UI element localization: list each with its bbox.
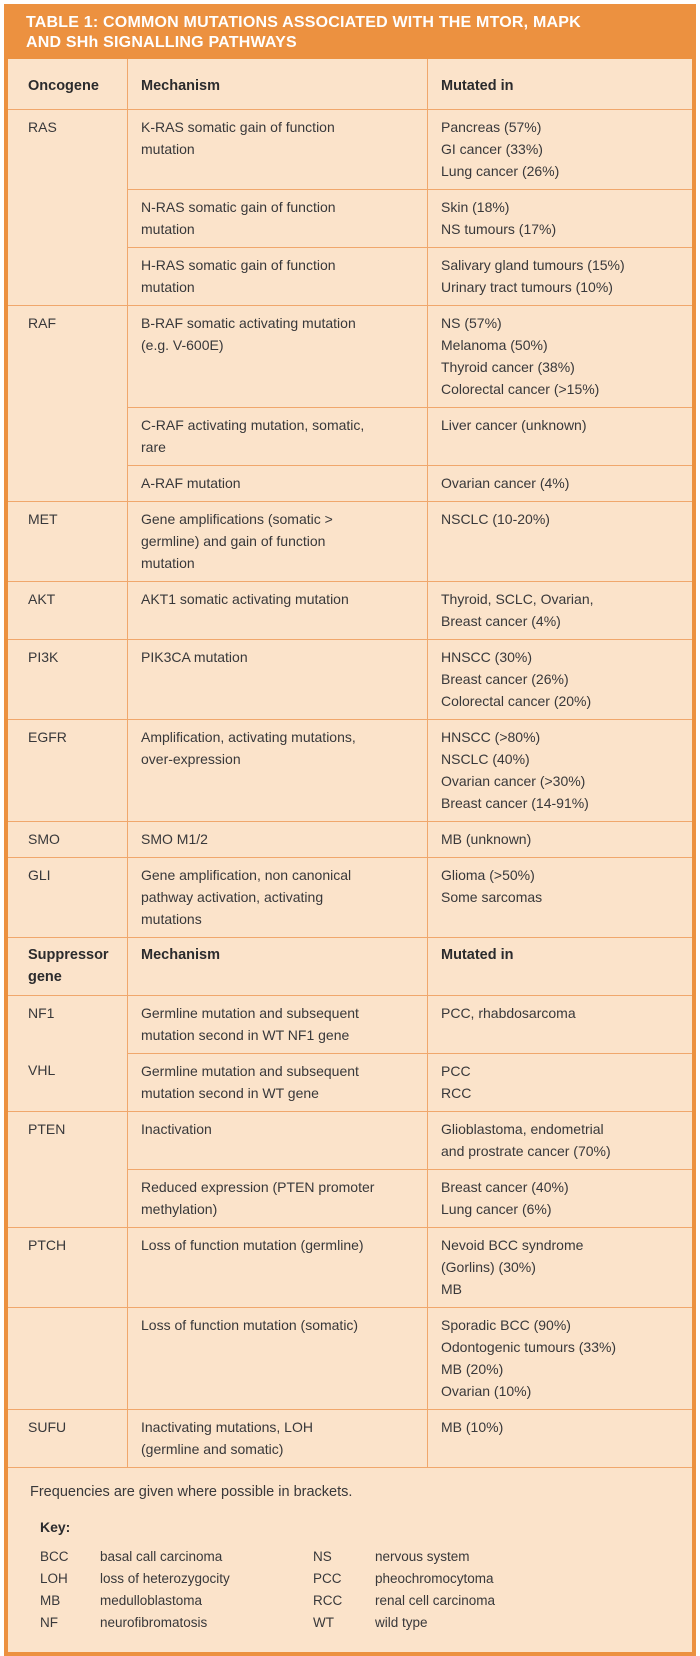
mutated-in-line: Skin (18%)	[441, 199, 510, 215]
mutated-in-cell	[428, 110, 692, 189]
mechanism-line: C-RAF activating mutation, somatic,	[141, 417, 365, 433]
mechanism-cell	[128, 720, 428, 821]
row-group	[8, 639, 692, 719]
gene-cell	[8, 1112, 128, 1169]
mutated-in-cell	[428, 858, 692, 937]
row-group	[8, 1111, 692, 1227]
key-definition: basal call carcinoma	[100, 1549, 223, 1564]
mutated-in-line: MB (unknown)	[441, 831, 532, 847]
mechanism-line: pathway activation, activating	[141, 889, 324, 905]
gene-cell	[8, 1410, 128, 1467]
mutated-in-cell	[428, 1112, 692, 1169]
mechanism-cell	[128, 858, 428, 937]
mechanism-line: (e.g. V-600E)	[141, 337, 224, 353]
mutated-in-cell	[428, 465, 692, 501]
mechanism-line: Reduced expression (PTEN promoter	[141, 1179, 375, 1195]
gene-label: SMO	[28, 831, 60, 847]
mutated-in-line: Breast cancer (26%)	[441, 671, 569, 687]
row-group	[8, 1227, 692, 1307]
mechanism-line: Loss of function mutation (somatic)	[141, 1317, 359, 1333]
key-grid	[40, 1546, 672, 1634]
mechanism-line: Gene amplifications (somatic >	[141, 511, 333, 527]
mechanism-line: mutation	[141, 555, 195, 571]
mechanism-line: mutation second in WT gene	[141, 1085, 319, 1101]
row-group	[8, 821, 692, 857]
table-row	[8, 1053, 692, 1111]
gene-column-header: Oncogene	[8, 59, 128, 109]
mechanism-cell	[128, 996, 428, 1053]
mutated-in-line: and prostrate cancer (70%)	[441, 1143, 611, 1159]
mutated-in-line: PCC, rhabdosarcoma	[441, 1005, 576, 1021]
mutated-in-line: Liver cancer (unknown)	[441, 417, 587, 433]
table-footer	[8, 1467, 692, 1652]
mechanism-line: N-RAS somatic gain of function	[141, 199, 336, 215]
key-definition: wild type	[375, 1615, 428, 1630]
mechanism-line: (germline and somatic)	[141, 1441, 284, 1457]
mechanism-column-header: Mechanism	[128, 59, 428, 109]
mutated-in-line: Lung cancer (26%)	[441, 163, 560, 179]
mechanism-line: Germline mutation and subsequent	[141, 1005, 359, 1021]
mutated-in-cell	[428, 1169, 692, 1227]
row-group	[8, 581, 692, 639]
table-row	[8, 407, 692, 465]
gene-cell	[8, 502, 128, 581]
gene-cell	[8, 996, 128, 1053]
table-row	[8, 1169, 692, 1227]
mutated-in-line: GI cancer (33%)	[441, 141, 543, 157]
frequencies-note: Frequencies are given where possible in brackets.	[30, 1484, 353, 1500]
mechanism-cell	[128, 306, 428, 407]
gene-label: MET	[28, 511, 58, 527]
key-abbr: NS	[313, 1549, 332, 1564]
mechanism-line: PIK3CA mutation	[141, 649, 248, 665]
header-row	[8, 59, 692, 109]
mechanism-line: methylation)	[141, 1201, 218, 1217]
table-row	[8, 110, 692, 189]
key-definition: medulloblastoma	[100, 1593, 203, 1608]
mutated-in-cell	[428, 189, 692, 247]
mechanism-cell	[128, 502, 428, 581]
mutated-in-line: Breast cancer (14-91%)	[441, 795, 589, 811]
mutated-in-column-header: Mutated in	[441, 947, 514, 963]
mechanism-line: over-expression	[141, 751, 241, 767]
table-row	[8, 582, 692, 639]
mutated-in-cell	[428, 407, 692, 465]
row-group	[8, 305, 692, 501]
mechanism-line: mutation	[141, 141, 195, 157]
mechanism-line: Gene amplification, non canonical	[141, 867, 352, 883]
mutated-in-line: MB	[441, 1281, 462, 1297]
mutated-in-line: Pancreas (57%)	[441, 119, 542, 135]
gene-cell	[8, 247, 128, 305]
table-section	[8, 59, 692, 937]
mechanism-cell	[128, 1053, 428, 1111]
mechanism-cell	[128, 465, 428, 501]
key-block	[40, 1517, 672, 1634]
gene-label: SUFU	[28, 1419, 67, 1435]
mechanism-line: Inactivating mutations, LOH	[141, 1419, 313, 1435]
gene-label: VHL	[28, 1062, 56, 1078]
gene-cell	[8, 1169, 128, 1227]
mechanism-line: mutations	[141, 911, 202, 927]
mechanism-line: B-RAF somatic activating mutation	[141, 315, 356, 331]
header-row	[8, 937, 692, 995]
mechanism-line: SMO M1/2	[141, 831, 208, 847]
mutated-in-cell	[428, 306, 692, 407]
gene-cell	[8, 822, 128, 857]
mutated-in-line: Ovarian cancer (>30%)	[441, 773, 586, 789]
gene-label: PTEN	[28, 1121, 66, 1137]
mutated-in-line: Glioblastoma, endometrial	[441, 1121, 604, 1137]
key-abbr: LOH	[40, 1571, 68, 1586]
gene-cell	[8, 465, 128, 501]
gene-label: PTCH	[28, 1237, 67, 1253]
mutated-in-line: NSCLC (10-20%)	[441, 511, 550, 527]
mutated-in-line: (Gorlins) (30%)	[441, 1259, 536, 1275]
table-row	[8, 1308, 692, 1409]
gene-label: RAS	[28, 119, 57, 135]
key-abbr: RCC	[313, 1593, 343, 1608]
mechanism-cell	[128, 407, 428, 465]
table-title-line-2: AND SHh SIGNALLING PATHWAYS	[26, 34, 297, 51]
mutated-in-cell	[428, 582, 692, 639]
mutated-in-line: RCC	[441, 1085, 472, 1101]
mechanism-cell	[128, 1410, 428, 1467]
mechanism-cell	[128, 582, 428, 639]
mechanism-line: Germline mutation and subsequent	[141, 1063, 359, 1079]
mechanism-cell	[128, 1308, 428, 1409]
gene-cell	[8, 306, 128, 407]
row-group	[8, 995, 692, 1111]
mechanism-line: germline) and gain of function	[141, 533, 326, 549]
mutated-in-line: Ovarian cancer (4%)	[441, 475, 570, 491]
mutated-in-cell	[428, 502, 692, 581]
gene-label: RAF	[28, 315, 56, 331]
gene-column-header: Suppressor gene	[8, 938, 128, 995]
gene-cell	[8, 858, 128, 937]
table-section	[8, 937, 692, 1467]
mutated-in-cell	[428, 1410, 692, 1467]
mutated-in-line: Thyroid, SCLC, Ovarian,	[441, 591, 594, 607]
mutated-in-line: Glioma (>50%)	[441, 867, 535, 883]
table-row	[8, 720, 692, 821]
table-body	[8, 59, 692, 1467]
key-abbr: PCC	[313, 1571, 342, 1586]
table-row	[8, 996, 692, 1053]
gene-label: PI3K	[28, 649, 59, 665]
gene-cell	[8, 720, 128, 821]
table-row	[8, 465, 692, 501]
key-abbr: BCC	[40, 1549, 69, 1564]
mechanism-line: rare	[141, 439, 166, 455]
key-definition: loss of heterozygocity	[100, 1571, 230, 1586]
gene-label: GLI	[28, 867, 51, 883]
mutated-in-line: NSCLC (40%)	[441, 751, 530, 767]
mutated-in-line: Odontogenic tumours (33%)	[441, 1339, 617, 1355]
table-row	[8, 1112, 692, 1169]
mechanism-cell	[128, 247, 428, 305]
mutated-in-cell	[428, 1228, 692, 1307]
mutated-in-cell	[428, 247, 692, 305]
mutated-in-cell	[428, 640, 692, 719]
gene-cell	[8, 1053, 128, 1111]
mechanism-line: A-RAF mutation	[141, 475, 241, 491]
gene-label: AKT	[28, 591, 56, 607]
row-group	[8, 1307, 692, 1409]
gene-cell	[8, 640, 128, 719]
gene-cell	[8, 407, 128, 465]
mechanism-line: AKT1 somatic activating mutation	[141, 591, 349, 607]
key-definition: nervous system	[375, 1549, 470, 1564]
mutated-in-line: Colorectal cancer (>15%)	[441, 381, 600, 397]
gene-cell	[8, 1308, 128, 1409]
mutated-in-line: Sporadic BCC (90%)	[441, 1317, 571, 1333]
key-title: Key:	[40, 1519, 71, 1535]
row-group	[8, 109, 692, 305]
row-group	[8, 501, 692, 581]
key-definition: renal cell carcinoma	[375, 1593, 496, 1608]
mechanism-cell	[128, 110, 428, 189]
gene-cell	[8, 189, 128, 247]
mutated-in-line: Nevoid BCC syndrome	[441, 1237, 584, 1253]
mutated-in-cell	[428, 1308, 692, 1409]
key-abbr: NF	[40, 1615, 58, 1630]
mutated-in-line: HNSCC (30%)	[441, 649, 533, 665]
mutated-in-cell	[428, 996, 692, 1053]
gene-label: NF1	[28, 1005, 55, 1021]
table-row	[8, 1410, 692, 1467]
mutated-in-cell	[428, 1053, 692, 1111]
table-row	[8, 247, 692, 305]
mechanism-cell	[128, 640, 428, 719]
table-row	[8, 1228, 692, 1307]
mechanism-line: mutation second in WT NF1 gene	[141, 1027, 350, 1043]
mechanism-cell	[128, 189, 428, 247]
mechanism-line: mutation	[141, 221, 195, 237]
mechanism-column-header: Mechanism	[128, 938, 428, 995]
table-row	[8, 502, 692, 581]
mutated-in-line: Some sarcomas	[441, 889, 543, 905]
row-group	[8, 857, 692, 937]
mutations-table	[4, 4, 696, 1656]
mutated-in-line: NS (57%)	[441, 315, 502, 331]
mechanism-cell	[128, 822, 428, 857]
gene-label: EGFR	[28, 729, 67, 745]
mechanism-cell	[128, 1228, 428, 1307]
mutated-in-line: Thyroid cancer (38%)	[441, 359, 575, 375]
table-row	[8, 189, 692, 247]
mutated-in-line: NS tumours (17%)	[441, 221, 557, 237]
key-definition: neurofibromatosis	[100, 1615, 208, 1630]
table-row	[8, 640, 692, 719]
table-title	[8, 8, 692, 59]
mechanism-cell	[128, 1112, 428, 1169]
table-title-line-1: TABLE 1: COMMON MUTATIONS ASSOCIATED WITH THE MTOR, MAPK	[26, 14, 581, 31]
mutated-in-line: Lung cancer (6%)	[441, 1201, 552, 1217]
mechanism-line: K-RAS somatic gain of function	[141, 119, 335, 135]
row-group	[8, 719, 692, 821]
mechanism-line: Loss of function mutation (germline)	[141, 1237, 364, 1253]
mechanism-line: Amplification, activating mutations,	[141, 729, 356, 745]
mechanism-cell	[128, 1169, 428, 1227]
mutated-in-line: PCC	[441, 1063, 471, 1079]
mutated-in-line: Colorectal cancer (20%)	[441, 693, 592, 709]
gene-cell	[8, 582, 128, 639]
key-definition: pheochromocytoma	[375, 1571, 494, 1586]
mutated-in-column-header: Mutated in	[441, 78, 514, 94]
mutated-in-cell	[428, 720, 692, 821]
mutated-in-line: Urinary tract tumours (10%)	[441, 279, 613, 295]
key-abbr: MB	[40, 1593, 61, 1608]
mutated-in-line: MB (10%)	[441, 1419, 504, 1435]
table-row	[8, 858, 692, 937]
mechanism-line: H-RAS somatic gain of function	[141, 257, 336, 273]
mutated-in-cell	[428, 822, 692, 857]
mutated-in-line: HNSCC (>80%)	[441, 729, 541, 745]
mechanism-line: mutation	[141, 279, 195, 295]
mechanism-line: Inactivation	[141, 1121, 212, 1137]
row-group	[8, 1409, 692, 1467]
table-row	[8, 822, 692, 857]
key-abbr: WT	[313, 1615, 334, 1630]
mutated-in-line: Ovarian (10%)	[441, 1383, 532, 1399]
mutated-in-line: Melanoma (50%)	[441, 337, 548, 353]
gene-cell	[8, 1228, 128, 1307]
mutated-in-line: Salivary gland tumours (15%)	[441, 257, 625, 273]
mutated-in-line: Breast cancer (40%)	[441, 1179, 569, 1195]
gene-cell	[8, 110, 128, 189]
mutated-in-line: MB (20%)	[441, 1361, 504, 1377]
table-row	[8, 306, 692, 407]
mutated-in-line: Breast cancer (4%)	[441, 613, 561, 629]
